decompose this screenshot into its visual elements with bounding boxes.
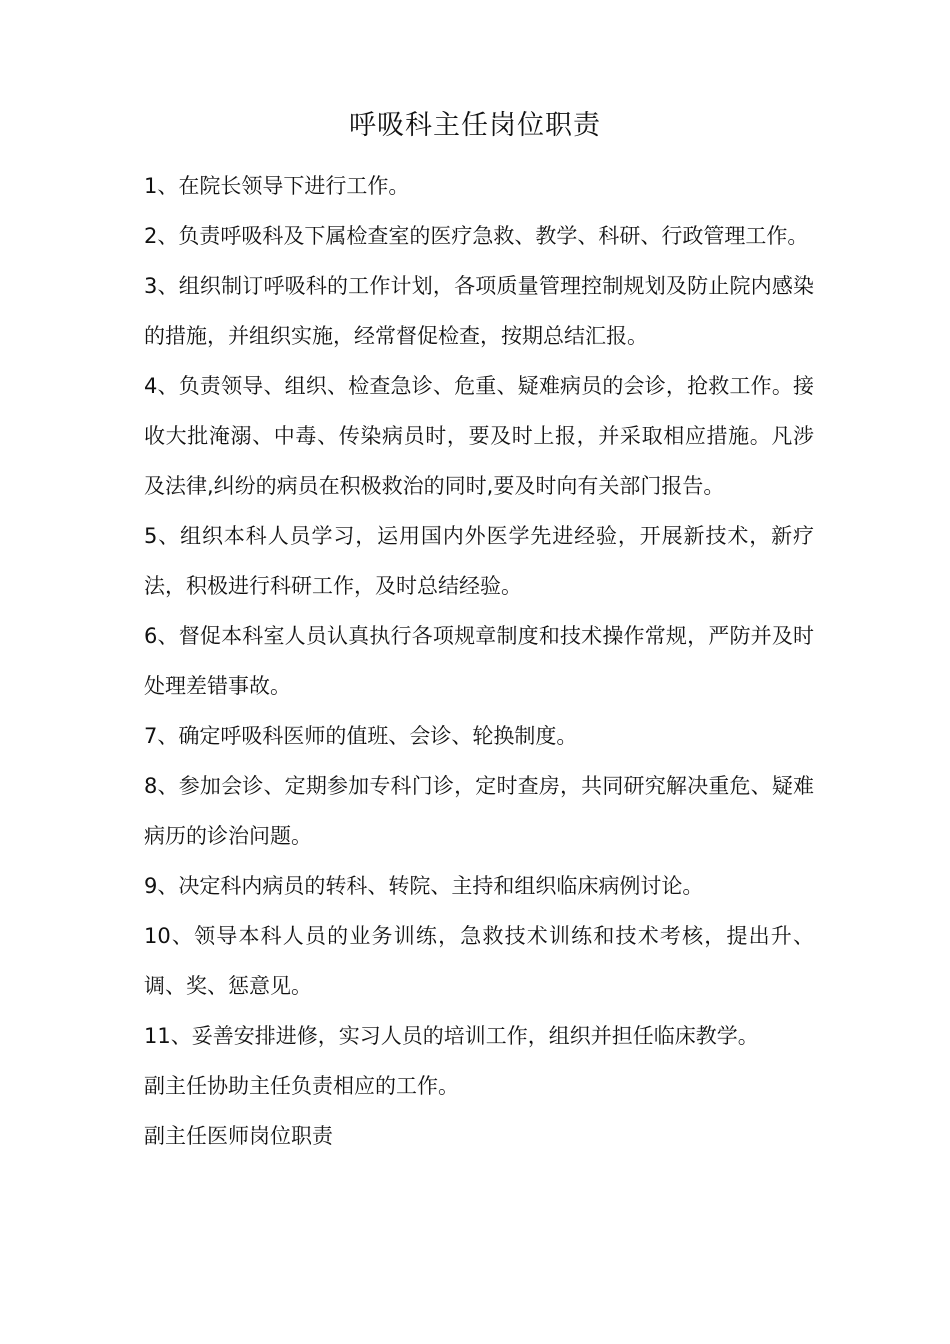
- paragraph-6: 6、督促本科室人员认真执行各项规章制度和技术操作常规，严防并及时处理差错事故。: [144, 624, 814, 698]
- paragraph-5: 5、组织本科人员学习，运用国内外医学先进经验，开展新技术，新疗法，积极进行科研工作，及时总结经验。: [144, 524, 814, 598]
- paragraph-10: 10、领导本科人员的业务训练，急救技术训练和技术考核，提出升、调、奖、惩意见。: [144, 924, 814, 998]
- paragraph-11: 11、妥善安排进修，实习人员的培训工作，组织并担任临床教学。: [144, 1024, 759, 1048]
- paragraph-9: 9、决定科内病员的转科、转院、主持和组织临床病例讨论。: [144, 874, 704, 898]
- paragraph-2: 2、负责呼吸科及下属检查室的医疗急救、教学、科研、行政管理工作。: [144, 224, 809, 248]
- paragraph-7: 7、确定呼吸科医师的值班、会诊、轮换制度。: [144, 724, 578, 748]
- document-body: [144, 161, 814, 1161]
- paragraph-1: 1、在院长领导下进行工作。: [144, 174, 410, 198]
- paragraph-4: 4、负责领导、组织、检查急诊、危重、疑难病员的会诊，抢救工作。接收大批淹溺、中毒、传染病员时，要及时上报，并采取相应措施。凡涉及法律,纠纷的病员在积极救治的同时,要及时向有关部门报告。: [144, 374, 814, 498]
- paragraph-8: 8、参加会诊、定期参加专科门诊，定时查房，共同研究解决重危、疑难病历的诊治问题。: [144, 774, 814, 848]
- next-section-heading: 副主任医师岗位职责: [144, 1124, 333, 1148]
- paragraph-3: 3、组织制订呼吸科的工作计划，各项质量管理控制规划及防止院内感染的措施，并组织实施，经常督促检查，按期总结汇报。: [144, 274, 814, 348]
- document-title: 呼吸科主任岗位职责: [349, 110, 601, 141]
- deputy-director-note: 副主任协助主任负责相应的工作。: [144, 1074, 459, 1098]
